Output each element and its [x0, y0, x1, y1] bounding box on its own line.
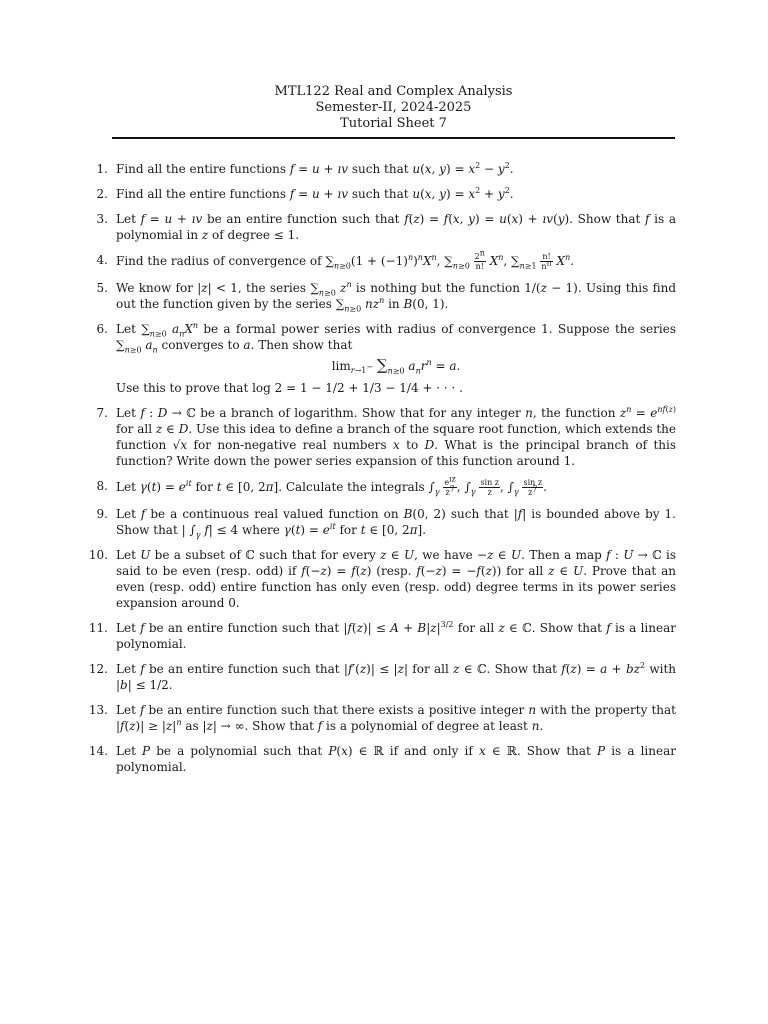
problem-number: 2.: [96, 187, 108, 201]
problem-11: [86, 620, 676, 652]
problem-text: Find the radius of convergence of $\sum_{n\ge 0}(1 + (-1)^n)^nX^n$, $\sum_{n\ge 0}$ $\frac{2^n}{n!}$ $X^n$, $\sum_{n\ge 1}$ $\frac{n!}{n^n}$ $X^n$.: [116, 248, 575, 271]
problem-number: 1.: [96, 162, 108, 176]
problem-number: 10.: [88, 548, 108, 562]
problem-number: 5.: [96, 281, 108, 295]
semester-label: Semester-II, 2024-2025: [315, 100, 472, 115]
problem-13: [86, 702, 676, 734]
problem-number: 13.: [88, 703, 108, 717]
problem-10: [86, 547, 676, 611]
problem-number: 3.: [96, 212, 108, 226]
problem-text: Find all the entire functions f = u + ıv such that u(x, $y) = x^2 + y^2$.: [116, 186, 514, 201]
problem-2: [86, 186, 676, 202]
problem-12: [86, 661, 676, 693]
problem-number: 11.: [88, 621, 108, 635]
problem-text: Let f = u + ıv be an entire function such that f(z) = f(x, y) = u(x) + ıv(y). Show that f is a polynomial in z of degree ≤ 1.: [116, 212, 676, 242]
problem-5: [86, 280, 676, 312]
problem-list: [86, 161, 676, 784]
problem-number: 12.: [88, 662, 108, 676]
problem-6: [86, 321, 676, 396]
header-rule: [112, 137, 675, 139]
problem-number: 14.: [88, 744, 108, 758]
problem-8: [86, 474, 676, 497]
problem-text: Let f : D → ℂ be a branch of logarithm. Show that for any integer n, the function $z^n = e^{nf(z)}$ for all z ∈ D. Use this idea to define a branch of the square root function, which extends the function √x for non-negative real numbers x to D. What is the principal branch of this function? Write down the power series expansion of this function around 1.: [116, 405, 676, 468]
problem-text: Let $\sum_{n\ge 0}$ $a_nX^n$ be a formal power series with radius of convergence 1. Suppose the series $\sum_{n\ge 0}$ $a_n$ converges to a. Then show that: [116, 321, 676, 355]
limit-equation: $\lim_{r\to 1^-} \sum_{n\ge 0}$ $a_nr^n = a$.: [331, 356, 461, 376]
problem-14: [86, 743, 676, 775]
problem-followup: Use this to prove that log 2 = 1 − 1/2 + 1/3 − 1/4 + · · · .: [116, 381, 463, 395]
problem-text: Find all the entire functions f = u + ıv such that u(x, $y) = x^2 - y^2$.: [116, 161, 514, 176]
problem-text: Let $\gamma(t) = e^{it}$ for t ∈ [0, 2π]. Calculate the integrals $\int_\gamma$ $\frac{e^{ız}}{z^7}$ , $\int_\gamma$ $\frac{\text{sin z}}{z}$ , $\int_\gamma$ $\frac{\text{sin z}}{z^7}$ .: [116, 474, 547, 497]
problem-number: 8.: [96, 479, 108, 493]
problem-1: [86, 161, 676, 177]
problem-text: We know for |z| < 1, the series $\sum_{n\ge 0}$ $z^n$ is nothing but the function 1/(z − 1). Using this find out the function given by the series $\sum_{n\ge 0}$ $nz^n$ in B(0, 1).: [116, 280, 677, 314]
problem-text: Let f be an entire function such that |f′(z)| ≤ |z| for all z ∈ ℂ. Show that $f(z) = a + bz^2$ with |b| ≤ 1/2.: [116, 661, 677, 692]
problem-number: 6.: [96, 322, 108, 336]
course-title: MTL122 Real and Complex Analysis: [274, 84, 513, 99]
problem-4: [86, 248, 676, 271]
problem-text: Let f be a continuous real valued function on B(0, 2) such that |f| is bounded above by 1. Show that | $\int_\gamma$ f| ≤ 4 where $\gamma(t) = e^{it}$ for t ∈ [0, 2π].: [116, 507, 676, 540]
problem-7: [86, 405, 676, 469]
problem-text: Let U be a subset of ℂ such that for every z ∈ U, we have −z ∈ U. Then a map f : U → ℂ is said to be even (resp. odd) if f(−z) = f(z) (resp. f(−z) = −f(z)) for all z ∈ U. Prove that an even (resp. odd) entire function has only even (resp. odd) degree terms in its power series expansion around 0.: [116, 548, 677, 610]
sheet-title: Tutorial Sheet 7: [340, 116, 447, 131]
problem-3: [86, 211, 676, 243]
problem-number: 9.: [96, 507, 108, 521]
problem-text: Let f be an entire function such that there exists a positive integer n with the property that $|f(z)| \ge |z|^n$ as |z| → ∞. Show that f is a polynomial of degree at least n.: [116, 703, 676, 733]
problem-text: Let P be a polynomial such that P(x) ∈ ℝ if and only if x ∈ ℝ. Show that P is a linear polynomial.: [116, 744, 676, 774]
problem-number: 7.: [96, 406, 108, 420]
sheet-header: [112, 84, 675, 132]
problem-text: Let f be an entire function such that $|f(z)| \le A + B|z|^{3/2}$ for all z ∈ ℂ. Show that f is a linear polynomial.: [116, 620, 676, 651]
problem-number: 4.: [96, 253, 108, 267]
problem-9: [86, 506, 676, 538]
